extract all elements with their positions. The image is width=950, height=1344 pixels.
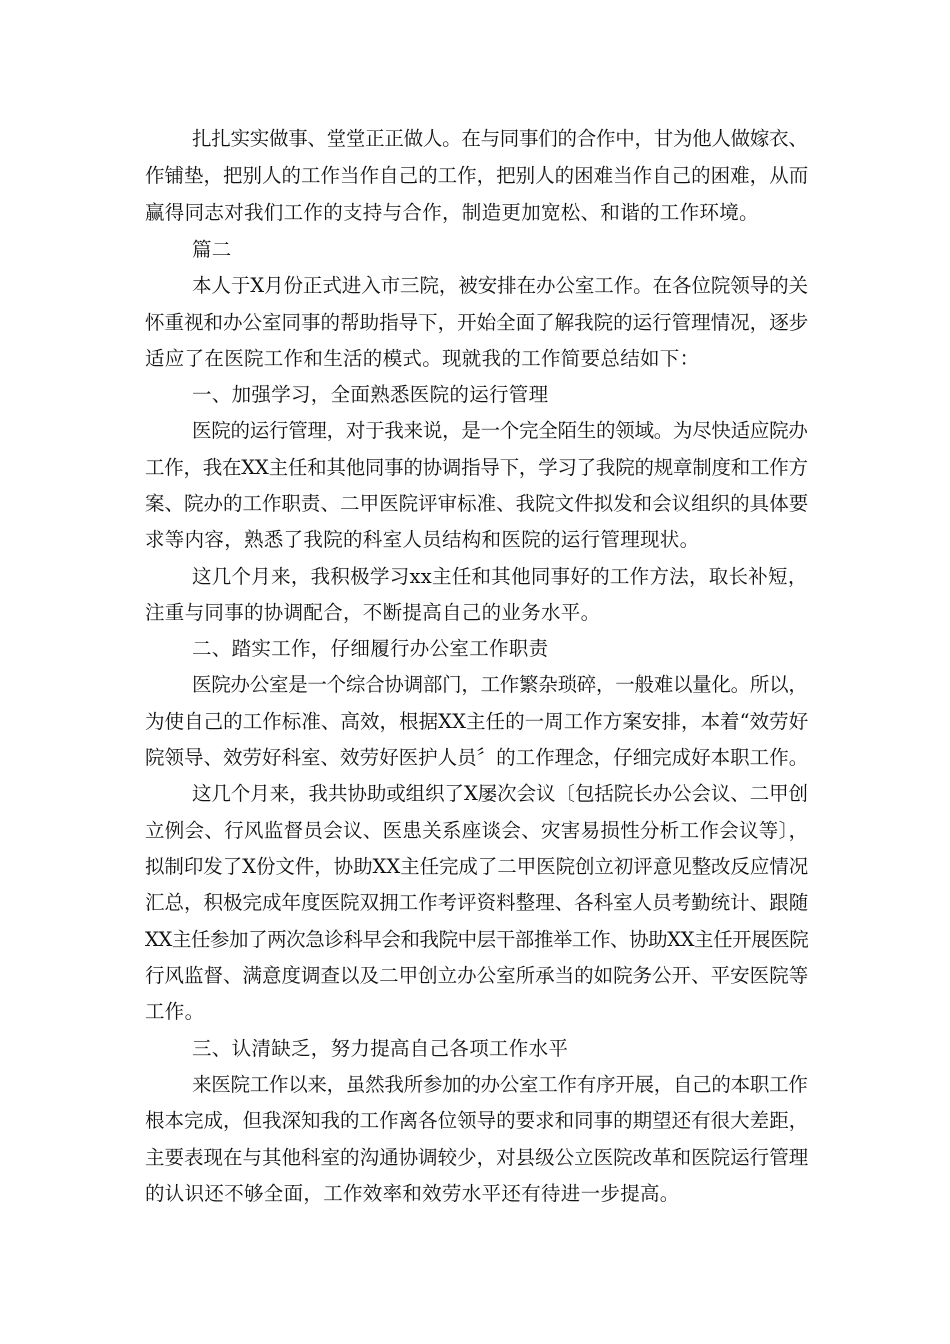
text-line: 扎扎实实做事、堂堂正正做人。在与同事们的合作中，甘为他人做嫁衣、 [192, 127, 808, 150]
text-line: 求等内容，熟悉了我院的科室人员结构和医院的运行管理现状。 [145, 528, 700, 551]
text-line: 的认识还不够全面，工作效率和效劳水平还有待进一步提高。 [145, 1182, 680, 1205]
text-line: 来医院工作以来，虽然我所参加的办公室工作有序开展，自己的本职工作 [192, 1073, 808, 1096]
text-line: 根本完成，但我深知我的工作离各位领导的要求和同事的期望还有很大差距， [145, 1109, 809, 1132]
text-line: 工作。 [145, 1000, 205, 1023]
text-line: 立例会、行风监督员会议、医患关系座谈会、灾害易损性分析工作会议等〕， [145, 819, 809, 842]
text-line: 案、院办的工作职责、二甲医院评审标准、我院文件拟发和会议组织的具体要 [145, 492, 809, 515]
text-line: 怀重视和办公室同事的帮助指导下，开始全面了解我院的运行管理情况，逐步 [145, 311, 809, 334]
text-line: 注重与同事的协调配合，不断提高自己的业务水平。 [145, 601, 601, 624]
text-line: 医院办公室是一个综合协调部门，工作繁杂琐碎，一般难以量化。所以， [192, 673, 808, 696]
text-line: 这几个月来，我共协助或组织了X屡次会议〔包括院长办公会议、二甲创 [192, 782, 808, 805]
text-line: 这几个月来，我积极学习xx主任和其他同事好的工作方法，取长补短， [192, 565, 808, 588]
text-line: 行风监督、满意度调查以及二甲创立办公室所承当的如院务公开、平安医院等 [145, 964, 809, 987]
text-line: 主要表现在与其他科室的沟通协调较少，对县级公立医院改革和医院运行管理 [145, 1146, 809, 1169]
text-line: 为使自己的工作标准、高效，根据XX主任的一周工作方案安排，本着“效劳好 [145, 710, 809, 733]
text-line: 适应了在医院工作和生活的模式。现就我的工作简要总结如下： [145, 347, 700, 370]
text-line: 院领导、效劳好科室、效劳好医护人员〞的工作理念，仔细完成好本职工作。 [145, 746, 809, 769]
text-line: 赢得同志对我们工作的支持与合作，制造更加宽松、和谐的工作环境。 [145, 201, 759, 224]
text-line: 工作，我在XX主任和其他同事的协调指导下，学习了我院的规章制度和工作方 [145, 456, 808, 479]
section-heading: 三、认清缺乏，努力提高自己各项工作水平 [192, 1037, 569, 1060]
text-line: 拟制印发了X份文件，协助XX主任完成了二甲医院创立初评意见整改反应情况 [145, 855, 809, 878]
section-heading: 篇二 [192, 238, 232, 261]
section-heading: 二、踏实工作，仔细履行办公室工作职责 [192, 637, 549, 660]
text-line: XX主任参加了两次急诊科早会和我院中层干部推举工作、协助XX主任开展医院 [145, 928, 809, 951]
text-line: 医院的运行管理，对于我来说，是一个完全陌生的领域。为尽快适应院办 [192, 419, 808, 442]
text-line: 汇总，积极完成年度医院双拥工作考评资料整理、各科室人员考勤统计、跟随 [145, 891, 809, 914]
text-line: 作铺垫，把别人的工作当作自己的工作，把别人的困难当作自己的困难，从而 [145, 164, 809, 187]
section-heading: 一、加强学习，全面熟悉医院的运行管理 [192, 383, 549, 406]
text-line: 本人于X月份正式进入市三院，被安排在办公室工作。在各位院领导的关 [192, 274, 808, 297]
